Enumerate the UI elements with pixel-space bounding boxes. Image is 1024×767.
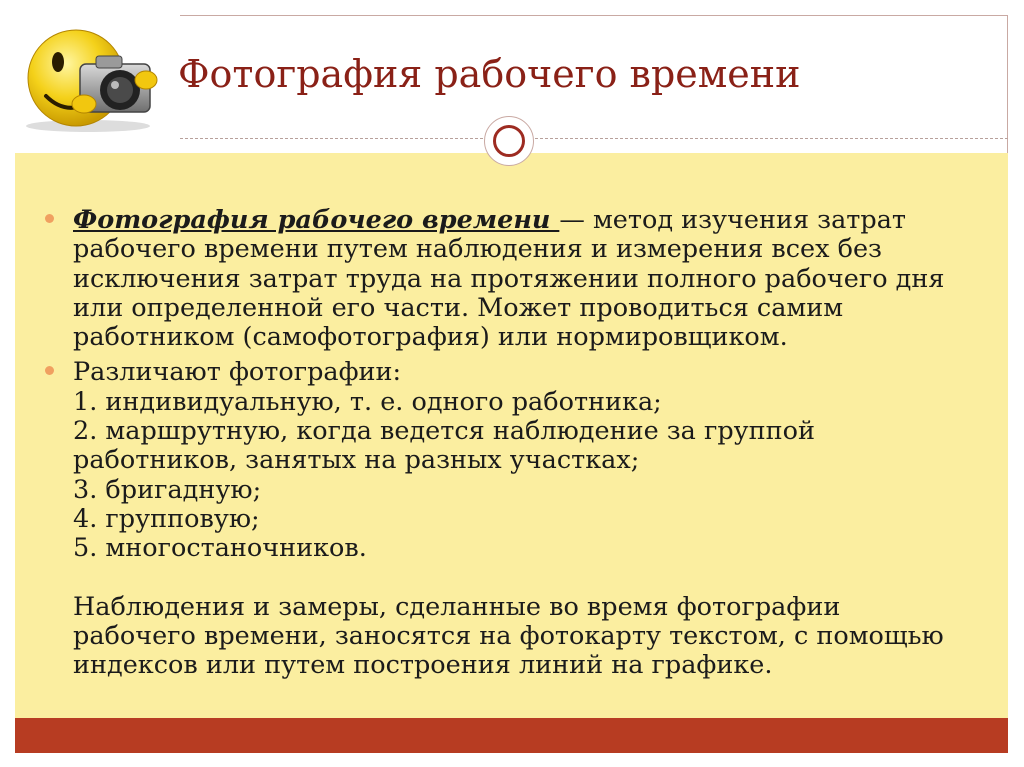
definition-line: исключения затрат труда на протяжении полного рабочего дня xyxy=(73,263,945,294)
types-intro: Различают фотографии: xyxy=(73,357,402,388)
definition-start: — метод изучения затрат xyxy=(559,205,907,235)
paragraph-spacer xyxy=(73,564,993,593)
note-line: рабочего времени, заносятся на фотокарту текстом, с помощью xyxy=(73,620,944,651)
types-item: 5. многостаночников. xyxy=(73,533,367,564)
definition-term: Фотография рабочего времени xyxy=(73,205,560,235)
ring-inner xyxy=(493,125,525,157)
note-line: индексов или путем построения линий на графике. xyxy=(73,650,773,681)
types-item: 4. групповую; xyxy=(73,503,260,534)
title-divider xyxy=(180,138,1008,139)
note-line: Наблюдения и замеры, сделанные во время фотографии xyxy=(73,591,841,622)
slide-frame-top xyxy=(180,15,1008,16)
types-item: 1. индивидуальную, т. е. одного работника; xyxy=(73,386,662,417)
bullet-icon xyxy=(45,214,54,223)
definition-line: работником (самофотография) или нормировщиком. xyxy=(73,322,788,353)
definition-line: или определенной его части. Может проводиться самим xyxy=(73,292,844,323)
definition-first-line xyxy=(73,206,993,235)
types-item: работников, занятых на разных участках; xyxy=(73,445,640,476)
smiley-with-camera-icon xyxy=(18,22,168,134)
types-item: 2. маршрутную, когда ведется наблюдение за группой xyxy=(73,416,816,447)
bottom-bar xyxy=(15,718,1008,753)
slide-body xyxy=(73,206,993,680)
ring-icon xyxy=(484,116,534,166)
definition-paragraph xyxy=(73,206,993,352)
slide-title: Фотография рабочего времени xyxy=(178,52,801,96)
definition-line: рабочего времени путем наблюдения и измерения всех без xyxy=(73,234,882,265)
types-item: 3. бригадную; xyxy=(73,474,262,505)
types-paragraph xyxy=(73,358,993,680)
